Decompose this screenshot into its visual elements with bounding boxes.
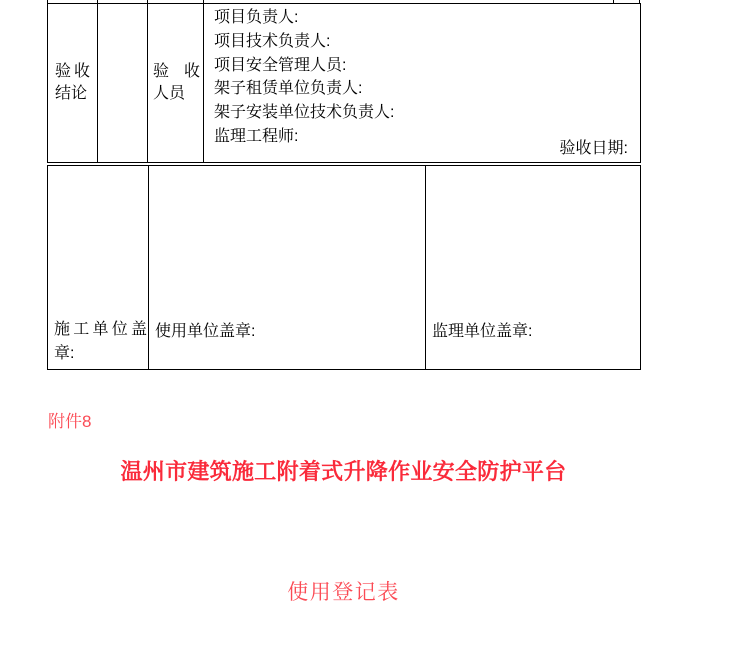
- document-subtitle: 使用登记表: [287, 581, 400, 604]
- personnel-line: 监理工程师:: [214, 127, 299, 145]
- acceptance-personnel-cell: 验收人员: [148, 4, 204, 163]
- seal-row: [48, 166, 641, 370]
- acceptance-row: [48, 4, 641, 163]
- personnel-line: 架子租赁单位负责人:: [214, 80, 363, 98]
- document-title: 温州市建筑施工附着式升降作业安全防护平台: [120, 459, 567, 484]
- acceptance-conclusion-cell: 验收结论: [48, 4, 98, 163]
- attachment-label: 附件8: [48, 412, 92, 431]
- personnel-line: 架子安装单位技术负责人:: [214, 104, 395, 122]
- supervision-unit-seal-cell: 监理单位盖章:: [426, 166, 641, 370]
- acceptance-table: [47, 3, 641, 163]
- personnel-list-cell: [204, 4, 641, 163]
- personnel-line: 项目安全管理人员:: [214, 56, 347, 74]
- construction-unit-seal-cell: 施工单位盖章:: [48, 166, 149, 370]
- acceptance-conclusion-value-cell: [98, 4, 148, 163]
- use-unit-seal-cell: 使用单位盖章:: [149, 166, 426, 370]
- personnel-line: 项目技术负责人:: [214, 32, 331, 50]
- personnel-line: 项目负责人:: [214, 9, 299, 26]
- acceptance-date-label: 验收日期:: [559, 140, 628, 157]
- seal-table: [47, 165, 641, 370]
